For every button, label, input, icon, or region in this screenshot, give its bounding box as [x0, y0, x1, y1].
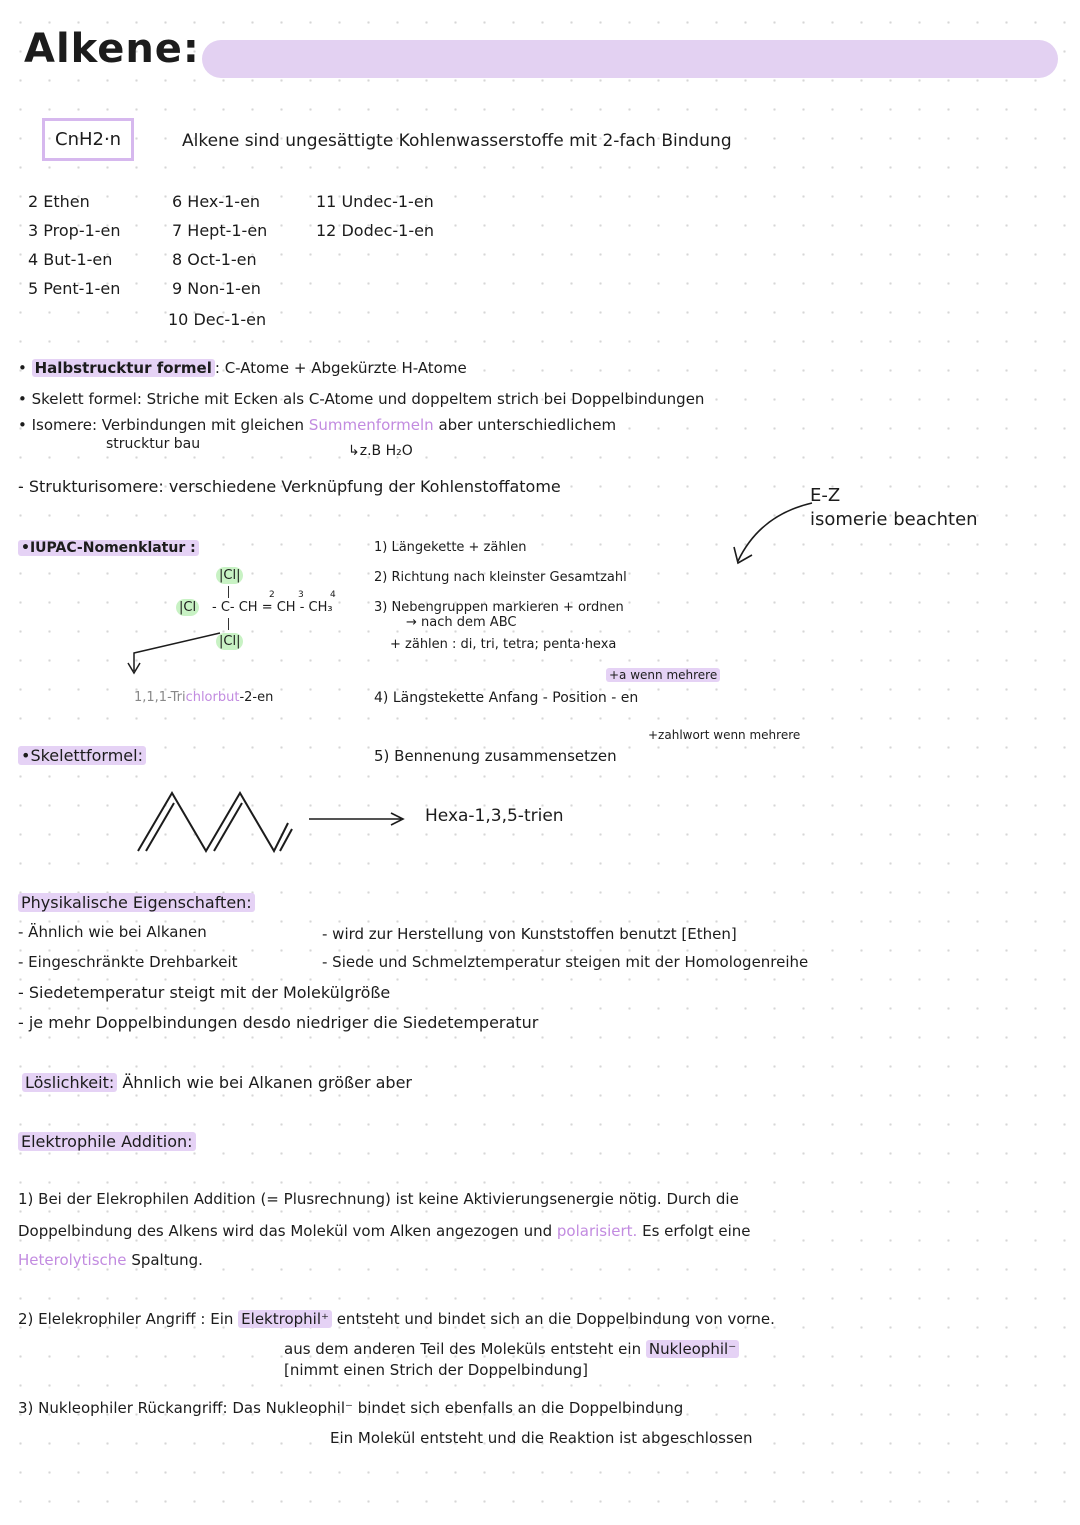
name-item: 4 But-1-en	[28, 250, 113, 269]
isomere-line: • Isomere: Verbindungen mit gleichen Summenformeln aber unterschiedlichem	[18, 416, 617, 434]
addition-paragraph-2: 2) Elelekrophiler Angriff : Ein Elektrophil⁺ entsteht und bindet sich an die Doppelbindung von vorne.	[18, 1310, 775, 1328]
elektrophile-addition-title: Elektrophile Addition:	[18, 1132, 196, 1151]
iupac-step: 2) Richtung nach kleinster Gesamtzahl	[374, 570, 627, 585]
name-item: 5 Pent-1-en	[28, 279, 121, 298]
iupac-step: 4) Längstekette Anfang - Position - en	[374, 690, 639, 706]
physical-item: - Siedetemperatur steigt mit der Molekülgröße	[18, 983, 391, 1002]
name-item: 8 Oct-1-en	[172, 250, 257, 269]
physical-item: - Eingeschränkte Drehbarkeit	[18, 953, 238, 971]
title-highlight-bar	[202, 40, 1058, 78]
addition-paragraph-3: 3) Nukleophiler Rückangriff: Das Nukleophil⁻ bindet sich ebenfalls an die Doppelbindung	[18, 1399, 684, 1417]
chain-number: 2	[269, 590, 275, 600]
molecule-chain: - C- CH = CH - CH₃	[212, 600, 333, 615]
name-item: 2 Ethen	[28, 192, 90, 211]
iupac-step: 1) Längekette + zählen	[374, 540, 527, 555]
loeslichkeit-line: Löslichkeit: Ähnlich wie bei Alkanen größer aber	[22, 1073, 412, 1092]
physical-properties-title: Physikalische Eigenschaften:	[18, 893, 255, 912]
iupac-step: 3) Nebengruppen markieren + ordnen	[374, 600, 624, 615]
iupac-step: → nach dem ABC	[406, 615, 517, 630]
isomere-example: ↳z.B H₂O	[348, 443, 413, 459]
definition-text: Alkene sind ungesättigte Kohlenwasserstoffe mit 2-fach Bindung	[182, 131, 732, 151]
example-name: 1,1,1-Trichlorbut-2-en	[134, 690, 274, 705]
name-item: 9 Non-1-en	[172, 279, 261, 298]
iupac-note: +a wenn mehrere	[606, 668, 720, 682]
skelett-line: • Skelett formel: Striche mit Ecken als C-Atome und doppeltem strich bei Doppelbindungen	[18, 390, 705, 408]
iupac-step: + zählen : di, tri, tetra; penta·hexa	[390, 637, 617, 652]
chain-number: 3	[298, 590, 304, 600]
chain-number: 4	[330, 590, 336, 600]
ez-arrow	[720, 495, 820, 575]
name-item: 3 Prop-1-en	[28, 221, 121, 240]
bond-top	[228, 586, 229, 598]
physical-item: - Ähnlich wie bei Alkanen	[18, 923, 207, 941]
iupac-label: •IUPAC-Nomenklatur :	[18, 540, 199, 556]
general-formula-box	[42, 118, 134, 161]
addition-paragraph-2c: [nimmt einen Strich der Doppelbindung]	[284, 1361, 589, 1379]
name-item: 11 Undec-1-en	[316, 192, 434, 211]
hexatriene-skeleton	[130, 785, 300, 857]
addition-paragraph-1b: Doppelbindung des Alkens wird das Molekül vom Alken angezogen und polarisiert. Es erfolgt eine	[18, 1222, 751, 1240]
isomere-line-cont: strucktur bau	[106, 436, 201, 452]
general-formula: CnH2·n	[55, 129, 122, 150]
physical-item: - je mehr Doppelbindungen desdo niedriger die Siedetemperatur	[18, 1013, 539, 1032]
molecule-cl-left: |Cl	[176, 600, 199, 615]
name-item: 12 Dodec-1-en	[316, 221, 435, 240]
molecule-cl-top: |Cl|	[216, 568, 243, 583]
addition-paragraph-1c: Heterolytische Spaltung.	[18, 1251, 203, 1269]
strukturisomere-line: - Strukturisomere: verschiedene Verknüpfung der Kohlenstoffatome	[18, 477, 561, 496]
halbstruktur-line: • Halbstrucktur formel : C-Atome + Abgekürzte H-Atome	[18, 359, 467, 377]
molecule-arrow	[120, 615, 230, 675]
hexatriene-name: Hexa-1,3,5-trien	[425, 806, 564, 826]
name-item: 10 Dec-1-en	[168, 310, 267, 329]
page-title: Alkene:	[24, 26, 200, 72]
iupac-note: +zahlwort wenn mehrere	[648, 728, 801, 742]
ez-isomerie-note: E-Z isomerie beachten	[810, 485, 978, 530]
addition-paragraph-2b: aus dem anderen Teil des Moleküls entsteht ein Nukleophil⁻	[284, 1340, 739, 1358]
physical-item: - Siede und Schmelztemperatur steigen mit der Homologenreihe	[322, 953, 809, 971]
iupac-step: 5) Bennenung zusammensetzen	[374, 747, 617, 765]
addition-paragraph-1: 1) Bei der Elekrophilen Addition (= Plusrechnung) ist keine Aktivierungsenergie nötig. Durch die	[18, 1190, 739, 1208]
name-item: 6 Hex-1-en	[172, 192, 261, 211]
skelettformel-label: •Skelettformel:	[18, 746, 146, 765]
skeleton-arrow	[305, 805, 410, 829]
name-item: 7 Hept-1-en	[172, 221, 268, 240]
molecule-cl-bottom: |Cl|	[216, 634, 243, 649]
addition-paragraph-3b: Ein Molekül entsteht und die Reaktion ist abgeschlossen	[330, 1429, 753, 1447]
physical-item: - wird zur Herstellung von Kunststoffen benutzt [Ethen]	[322, 925, 737, 943]
